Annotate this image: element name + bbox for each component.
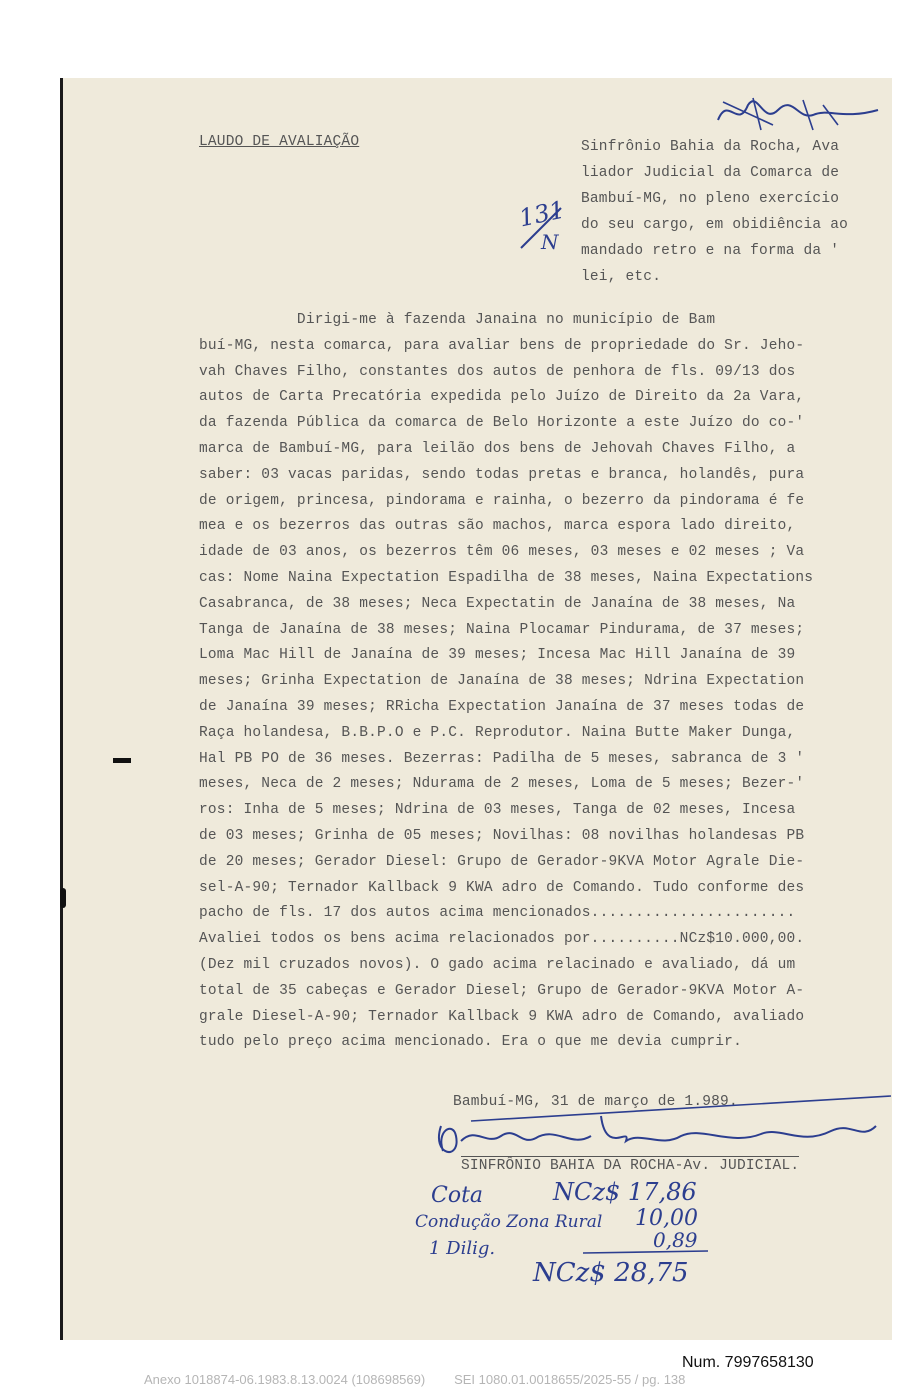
document-number: Num. 7997658130 xyxy=(682,1354,814,1371)
header-line: Bambuí-MG, no pleno exercício xyxy=(581,191,840,207)
body-line: tudo pelo preço acima mencionado. Era o que me devia cumprir. xyxy=(199,1034,742,1051)
body-line: marca de Bambuí-MG, para leilão dos bens de Jehovah Chaves Filho, a xyxy=(199,440,796,457)
body-line: vah Chaves Filho, constantes dos autos de penhora de fls. 09/13 dos xyxy=(199,363,796,380)
header-block xyxy=(581,134,881,290)
body-line: mea e os bezerros das outras são machos, marca espora lado direito, xyxy=(199,518,796,535)
header-line: lei, etc. xyxy=(581,269,662,285)
page-mark-handwritten: N xyxy=(541,230,559,254)
body-line: Avaliei todos os bens acima relacionados por..........NCz$10.000,00. xyxy=(199,931,805,948)
body-line: (Dez mil cruzados novos). O gado acima relacinado e avaliado, dá um xyxy=(199,956,796,973)
body-line: meses; Grinha Expectation de Janaína de 38 meses; Ndrina Expectation xyxy=(199,673,805,690)
body-line: saber: 03 vacas paridas, sendo todas pretas e branca, holandês, pura xyxy=(199,466,805,483)
cost-value: NCz$ 17,86 xyxy=(553,1178,697,1206)
body-line: Raça holandesa, B.B.P.O e P.C. Reprodutor. Naina Butte Maker Dunga, xyxy=(199,724,796,741)
sum-line xyxy=(583,1248,713,1258)
footer-reference: Anexo 1018874-06.1983.8.13.0024 (108698569) SEI 1080.01.0018655/2025-55 / pg. 138 xyxy=(144,1372,686,1387)
body-line: Dirigi-me à fazenda Janaina no município de Bam xyxy=(199,312,716,328)
header-line: liador Judicial da Comarca de xyxy=(581,165,840,181)
header-line: Sinfrônio Bahia da Rocha, Ava xyxy=(581,139,840,155)
date-line: Bambuí-MG, 31 de março de 1.989. xyxy=(453,1094,738,1110)
body-line: ros: Inha de 5 meses; Ndrina de 03 meses, Tanga de 02 meses, Incesa xyxy=(199,802,796,819)
body-line: Tanga de Janaína de 38 meses; Naina Plocamar Pindurama, de 37 meses; xyxy=(199,621,805,638)
total-value: NCz$ 28,75 xyxy=(533,1258,689,1288)
scribble-mark xyxy=(713,90,883,135)
cost-label: 1 Dilig. xyxy=(429,1238,496,1259)
margin-mark xyxy=(113,758,131,763)
body-line: Casabranca, de 38 meses; Neca Expectatin de Janaína de 38 meses, Na xyxy=(199,595,796,612)
body-line: cas: Nome Naina Expectation Espadilha de 38 meses, Naina Expectations xyxy=(199,569,814,586)
cost-label: Condução Zona Rural xyxy=(415,1212,603,1232)
body-line: de Janaína 39 meses; RRicha Expectation Janaína de 37 meses todas de xyxy=(199,698,805,715)
signer-name: SINFRÔNIO BAHIA DA ROCHA-Av. JUDICIAL. xyxy=(461,1158,800,1174)
body-line: de 20 meses; Gerador Diesel: Grupo de Gerador-9KVA Motor Agrale Die- xyxy=(199,853,805,870)
body-line: grale Diesel-A-90; Ternador Kallback 9 KWA adro de Comando, avaliado xyxy=(199,1008,805,1025)
cost-value: 0,89 xyxy=(653,1228,698,1252)
body-line: da fazenda Pública da comarca de Belo Horizonte a este Juízo do co-' xyxy=(199,415,805,432)
body-line: total de 35 cabeças e Gerador Diesel; Grupo de Gerador-9KVA Motor A- xyxy=(199,982,805,999)
signature-graphic xyxy=(431,1086,893,1166)
body-line: autos de Carta Precatória expedida pelo Juízo de Direito da 2a Vara, xyxy=(199,389,805,406)
body-text xyxy=(199,308,879,1056)
header-line: do seu cargo, em obidiência ao xyxy=(581,217,849,233)
header-line: mandado retro e na forma da ' xyxy=(581,243,840,259)
body-line: buí-MG, nesta comarca, para avaliar bens de propriedade do Sr. Jeho- xyxy=(199,337,805,354)
body-line: Hal PB PO de 36 meses. Bezerras: Padilha de 5 meses, sabranca de 3 ' xyxy=(199,750,805,767)
document-title: LAUDO DE AVALIAÇÃO xyxy=(199,134,360,150)
body-line: sel-A-90; Ternador Kallback 9 KWA adro de Comando. Tudo conforme des xyxy=(199,879,805,896)
margin-mark xyxy=(60,888,66,908)
body-line: idade de 03 anos, os bezerros têm 06 meses, 03 meses e 02 meses ; Va xyxy=(199,544,805,561)
body-line: pacho de fls. 17 dos autos acima mencionados....................... xyxy=(199,905,796,922)
body-line: de 03 meses; Grinha de 05 meses; Novilhas: 08 novilhas holandesas PB xyxy=(199,827,805,844)
body-line: meses, Neca de 2 meses; Ndurama de 2 meses, Loma de 5 meses; Bezer-' xyxy=(199,776,805,793)
cost-value: 10,00 xyxy=(635,1206,698,1231)
cost-label: Cota xyxy=(431,1183,484,1208)
document-page xyxy=(60,78,892,1340)
body-line: Loma Mac Hill de Janaína de 39 meses; Incesa Mac Hill Janaína de 39 xyxy=(199,647,796,664)
body-line: de origem, princesa, pindorama e rainha, o bezerro da pindorama é fe xyxy=(199,492,805,509)
page-number-handwritten: 131 xyxy=(516,195,568,233)
